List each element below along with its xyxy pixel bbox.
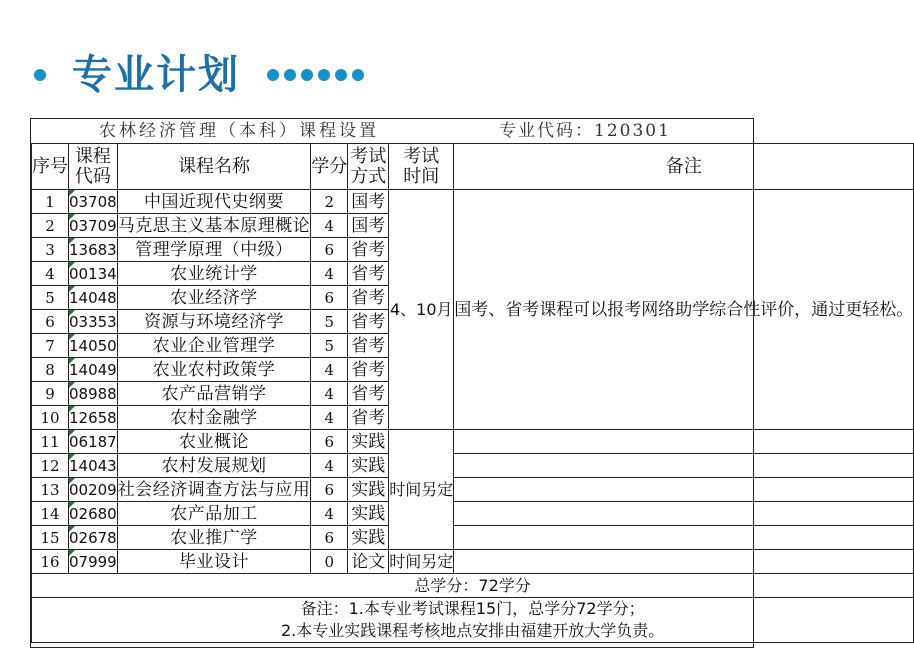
cell-remark-empty bbox=[454, 454, 914, 478]
col-header-time bbox=[389, 144, 454, 190]
cell-seq: 9 bbox=[32, 382, 69, 406]
cell-seq: 2 bbox=[32, 214, 69, 238]
cell-code: 14043 bbox=[69, 454, 118, 478]
cell-code: 03353 bbox=[69, 310, 118, 334]
cell-name: 毕业设计 bbox=[117, 550, 311, 574]
dot-icon bbox=[301, 69, 313, 81]
total-row bbox=[32, 574, 914, 598]
cell-credit: 6 bbox=[311, 238, 348, 262]
cell-seq: 14 bbox=[32, 502, 69, 526]
cell-code: 03709 bbox=[69, 214, 118, 238]
cell-method: 省考 bbox=[348, 238, 389, 262]
cell-remark-empty bbox=[454, 550, 914, 574]
cell-exam-time-1: 4、10月 bbox=[389, 190, 454, 430]
cell-credit: 4 bbox=[311, 454, 348, 478]
cell-method: 省考 bbox=[348, 286, 389, 310]
dot-icon bbox=[318, 69, 330, 81]
cell-method: 省考 bbox=[348, 310, 389, 334]
cell-name: 管理学原理（中级） bbox=[117, 238, 311, 262]
cell-method: 省考 bbox=[348, 358, 389, 382]
cell-method: 实践 bbox=[348, 454, 389, 478]
cell-name: 资源与环境经济学 bbox=[117, 310, 311, 334]
cell-seq: 7 bbox=[32, 334, 69, 358]
cell-code: 08988 bbox=[69, 382, 118, 406]
col-header-remark: 备注 bbox=[454, 144, 914, 190]
cell-name: 农业推广学 bbox=[117, 526, 311, 550]
cell-name: 农产品营销学 bbox=[117, 382, 311, 406]
cell-exam-time-2: 时间另定 bbox=[389, 430, 454, 550]
cell-code: 02678 bbox=[69, 526, 118, 550]
cell-name: 中国近现代史纲要 bbox=[117, 190, 311, 214]
dot-icon bbox=[352, 69, 364, 81]
caption-title: 农林经济管理（本科）课程设置 bbox=[99, 121, 379, 141]
cell-credit: 6 bbox=[311, 478, 348, 502]
table-row bbox=[32, 550, 914, 574]
cell-code: 00209 bbox=[69, 478, 118, 502]
cell-seq: 10 bbox=[32, 406, 69, 430]
cell-method: 实践 bbox=[348, 430, 389, 454]
cell-name: 农业概论 bbox=[117, 430, 311, 454]
cell-seq: 6 bbox=[32, 310, 69, 334]
table-row bbox=[32, 478, 914, 502]
col-header-time-label: 考试时间 bbox=[403, 145, 440, 187]
cell-seq: 3 bbox=[32, 238, 69, 262]
cell-credit: 6 bbox=[311, 430, 348, 454]
cell-name: 农村发展规划 bbox=[117, 454, 311, 478]
cell-credit: 0 bbox=[311, 550, 348, 574]
cell-credit: 4 bbox=[311, 214, 348, 238]
table-row bbox=[32, 190, 914, 214]
cell-method: 省考 bbox=[348, 262, 389, 286]
cell-credit: 6 bbox=[311, 526, 348, 550]
page-title: 专业计划 bbox=[72, 52, 240, 98]
cell-name: 农业统计学 bbox=[117, 262, 311, 286]
dot-icon bbox=[267, 69, 279, 81]
cell-name: 农村金融学 bbox=[117, 406, 311, 430]
bullet-icon bbox=[34, 69, 46, 81]
table-row bbox=[32, 454, 914, 478]
table-row bbox=[32, 526, 914, 550]
cell-code: 06187 bbox=[69, 430, 118, 454]
cell-method: 论文 bbox=[348, 550, 389, 574]
notes-row bbox=[32, 598, 914, 643]
cell-code: 07999 bbox=[69, 550, 118, 574]
cell-remark-empty bbox=[454, 478, 914, 502]
cell-method: 实践 bbox=[348, 478, 389, 502]
major-code: 专业代码：120301 bbox=[499, 121, 671, 141]
cell-seq: 13 bbox=[32, 478, 69, 502]
course-table bbox=[31, 143, 914, 643]
col-header-code bbox=[69, 144, 118, 190]
cell-name: 马克思主义基本原理概论 bbox=[117, 215, 311, 236]
col-header-seq: 序号 bbox=[32, 144, 69, 190]
cell-code: 00134 bbox=[69, 262, 118, 286]
cell-seq: 4 bbox=[32, 262, 69, 286]
cell-remark-empty bbox=[454, 526, 914, 550]
cell-method: 实践 bbox=[348, 502, 389, 526]
cell-seq: 8 bbox=[32, 358, 69, 382]
table-caption bbox=[31, 119, 753, 144]
cell-code: 14049 bbox=[69, 358, 118, 382]
cell-credit: 4 bbox=[311, 262, 348, 286]
cell-code: 12658 bbox=[69, 406, 118, 430]
col-header-credit: 学分 bbox=[311, 144, 348, 190]
cell-seq: 5 bbox=[32, 286, 69, 310]
course-plan-document bbox=[30, 118, 914, 648]
cell-name: 社会经济调查方法与应用 bbox=[117, 479, 311, 500]
decorative-dots bbox=[267, 69, 364, 81]
cell-credit: 4 bbox=[311, 382, 348, 406]
note-line-2: 2.本专业实践课程考核地点安排由福建开放大学负责。 bbox=[280, 621, 665, 640]
cell-name: 农产品加工 bbox=[117, 502, 311, 526]
cell-seq: 12 bbox=[32, 454, 69, 478]
cell-seq: 15 bbox=[32, 526, 69, 550]
cell-name: 农业农村政策学 bbox=[117, 358, 311, 382]
cell-exam-time-3: 时间另定 bbox=[389, 550, 454, 574]
header-row bbox=[32, 144, 914, 190]
cell-code: 13683 bbox=[69, 238, 118, 262]
table-row bbox=[32, 502, 914, 526]
col-header-method bbox=[348, 144, 389, 190]
cell-code: 14050 bbox=[69, 334, 118, 358]
cell-remark: 国考、省考课程可以报考网络助学综合性评价，通过更轻松。 bbox=[454, 190, 914, 430]
col-header-method-label: 考试方式 bbox=[350, 145, 387, 187]
cell-remark-empty bbox=[454, 430, 914, 454]
cell-code: 03708 bbox=[69, 190, 118, 214]
cell-credit: 4 bbox=[311, 358, 348, 382]
cell-method: 省考 bbox=[348, 382, 389, 406]
total-credits: 总学分：72学分 bbox=[32, 574, 914, 598]
page-header bbox=[0, 45, 787, 105]
table-row bbox=[32, 430, 914, 454]
cell-code: 14048 bbox=[69, 286, 118, 310]
notes-cell bbox=[32, 598, 914, 643]
cell-credit: 4 bbox=[311, 406, 348, 430]
cell-method: 省考 bbox=[348, 406, 389, 430]
cell-method: 省考 bbox=[348, 334, 389, 358]
cell-credit: 5 bbox=[311, 334, 348, 358]
cell-credit: 2 bbox=[311, 190, 348, 214]
dot-icon bbox=[284, 69, 296, 81]
cell-method: 国考 bbox=[348, 214, 389, 238]
cell-code: 02680 bbox=[69, 502, 118, 526]
dot-icon bbox=[335, 69, 347, 81]
cell-seq: 11 bbox=[32, 430, 69, 454]
cell-method: 国考 bbox=[348, 190, 389, 214]
col-header-code-label: 课程代码 bbox=[74, 145, 111, 187]
cell-seq: 16 bbox=[32, 550, 69, 574]
col-header-name: 课程名称 bbox=[117, 144, 311, 190]
cell-name: 农业经济学 bbox=[117, 286, 311, 310]
cell-credit: 5 bbox=[311, 310, 348, 334]
cell-name: 农业企业管理学 bbox=[117, 334, 311, 358]
cell-remark-empty bbox=[454, 502, 914, 526]
cell-credit: 6 bbox=[311, 286, 348, 310]
note-line-1: 备注：1.本专业考试课程15门，总学分72学分； bbox=[300, 599, 645, 618]
cell-seq: 1 bbox=[32, 190, 69, 214]
cell-credit: 4 bbox=[311, 502, 348, 526]
cell-method: 实践 bbox=[348, 526, 389, 550]
